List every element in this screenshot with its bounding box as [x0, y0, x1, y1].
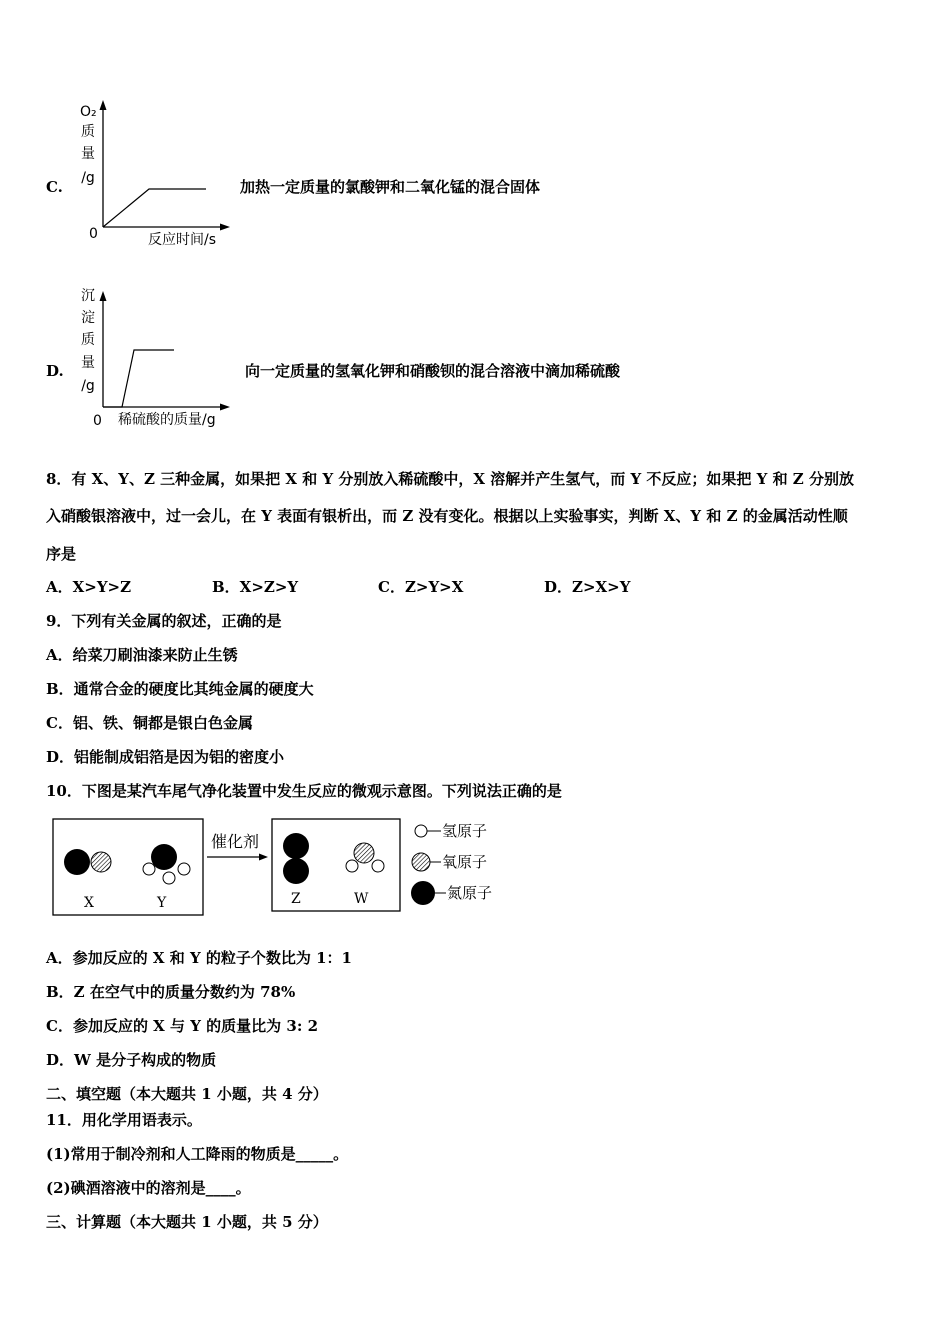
graph-d-xlabel: 稀硫酸的质量/g	[118, 412, 216, 428]
y-hydrogen-atom-3	[178, 863, 190, 875]
legend-hydrogen-label: 氢原子	[442, 822, 488, 840]
graph-c-ylabel-4: /g	[81, 170, 95, 186]
q9-option-c: C．铝、铁、铜都是银白色金属	[46, 714, 253, 732]
q11-part2: (2)碘酒溶液中的溶剂是____。	[46, 1179, 251, 1197]
label-y: Y	[157, 895, 167, 911]
q10-option-c: C．参加反应的 X 与 Y 的质量比为 3: 2	[46, 1017, 319, 1035]
q11-part1: (1)常用于制冷剂和人工降雨的物质是_____。	[46, 1145, 349, 1163]
q8-line2: 入硝酸银溶液中，过一会儿，在 Y 表面有银析出，而 Z 没有变化。根据以上实验事实，判断 X、Y 和 Z 的金属活动性顺	[46, 507, 848, 525]
q8-line3: 序是	[46, 545, 77, 563]
legend-hydrogen-symbol	[415, 825, 427, 837]
graph-d-ylabel-1: 沉	[81, 288, 95, 304]
legend-oxygen-label: 氧原子	[442, 853, 488, 871]
q8-option-a: A．X>Y>Z	[46, 578, 132, 596]
curve-d	[103, 350, 174, 407]
graph-c-ylabel-1: O₂	[80, 104, 97, 120]
q8-option-b: B．X>Z>Y	[212, 578, 299, 596]
y-hydrogen-atom-1	[143, 863, 155, 875]
graph-c-origin: 0	[89, 226, 98, 242]
section3-heading: 三、计算题（本大题共 1 小题，共 5 分）	[46, 1213, 328, 1231]
q10-stem: 10．下图是某汽车尾气净化装置中发生反应的微观示意图。下列说法正确的是	[46, 782, 562, 800]
option-c-letter: C.	[46, 178, 63, 196]
graph-c-xlabel: 反应时间/s	[148, 232, 217, 248]
q9-option-a: A．给菜刀刷油漆来防止生锈	[46, 646, 238, 664]
z-nitrogen-atom-1	[283, 833, 309, 859]
q11-stem: 11．用化学用语表示。	[46, 1111, 202, 1129]
y-hydrogen-atom-2	[163, 872, 175, 884]
q9-option-b: B．通常合金的硬度比其纯金属的硬度大	[46, 680, 314, 698]
graph-d	[100, 291, 231, 411]
graph-d-ylabel-2: 淀	[81, 310, 95, 326]
q10-option-d: D．W 是分子构成的物质	[46, 1051, 217, 1069]
legend-oxygen-symbol	[412, 853, 430, 871]
graph-d-ylabel-3: 质	[81, 332, 95, 348]
w-hydrogen-atom-1	[346, 860, 358, 872]
label-x: X	[84, 895, 94, 911]
legend-nitrogen-symbol	[411, 881, 435, 905]
x-nitrogen-atom	[64, 849, 90, 875]
graph-d-ylabel-4: 量	[81, 355, 95, 371]
graph-d-ylabel-5: /g	[81, 378, 95, 394]
x-oxygen-atom	[91, 852, 111, 872]
w-hydrogen-atom-2	[372, 860, 384, 872]
q9-option-d: D．铝能制成铝箔是因为铝的密度小	[46, 748, 285, 766]
section2-heading: 二、填空题（本大题共 1 小题，共 4 分）	[46, 1085, 328, 1103]
graph-d-origin: 0	[93, 413, 102, 429]
graph-c	[100, 100, 231, 231]
option-d-letter: D.	[46, 362, 64, 380]
w-oxygen-atom	[354, 843, 374, 863]
y-nitrogen-atom	[151, 844, 177, 870]
q8-option-d: D．Z>X>Y	[544, 578, 631, 596]
z-nitrogen-atom-2	[283, 858, 309, 884]
option-c-description: 加热一定质量的氯酸钾和二氧化锰的混合固体	[240, 178, 541, 196]
label-z: Z	[291, 891, 301, 907]
legend-nitrogen-label: 氮原子	[447, 884, 493, 902]
q10-option-a: A．参加反应的 X 和 Y 的粒子个数比为 1：1	[46, 949, 352, 967]
graph-c-ylabel-2: 质	[81, 124, 95, 140]
q8-line1: 8．有 X、Y、Z 三种金属，如果把 X 和 Y 分别放入稀硫酸中，X 溶解并产生氢气，而 Y 不反应；如果把 Y 和 Z 分别放	[46, 470, 854, 488]
q10-option-b: B．Z 在空气中的质量分数约为 78%	[46, 983, 296, 1001]
curve-c	[103, 189, 206, 227]
label-w: W	[354, 891, 369, 907]
catalyst-label: 催化剂	[211, 832, 260, 851]
q9-stem: 9．下列有关金属的叙述，正确的是	[46, 612, 282, 630]
q8-option-c: C．Z>Y>X	[378, 578, 464, 596]
option-d-description: 向一定质量的氢氧化钾和硝酸钡的混合溶液中滴加稀硫酸	[245, 362, 621, 380]
graph-c-ylabel-3: 量	[81, 146, 95, 162]
